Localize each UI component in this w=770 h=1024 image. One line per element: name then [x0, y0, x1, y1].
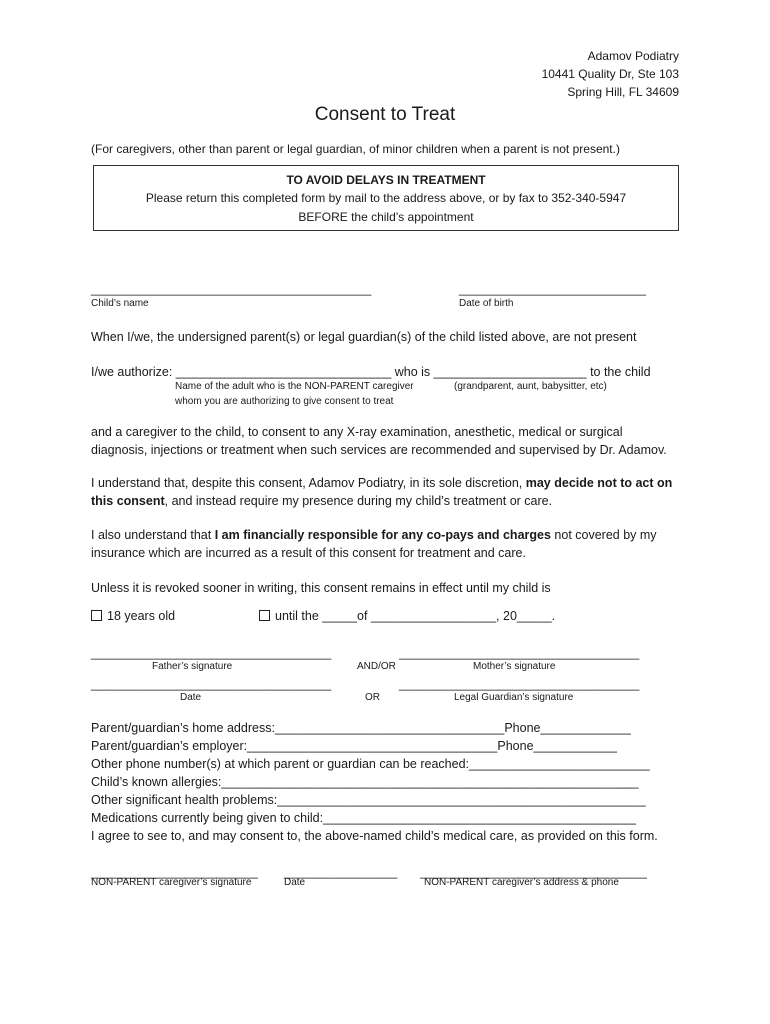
- authorize-name-hint-1: Name of the adult who is the NON-PARENT caregiver: [175, 381, 414, 392]
- date-label: Date: [180, 692, 202, 703]
- authorize-line[interactable]: I/we authorize: _______________________________ who is ______________________ to the child: [91, 365, 651, 379]
- dob-label: Date of birth: [459, 298, 514, 309]
- para-financial-1: I also understand that I am financially responsible for any co-pays and charges not covered by my: [91, 528, 657, 542]
- page-title: Consent to Treat: [314, 104, 456, 125]
- dob-line[interactable]: ____________________________: [459, 282, 646, 296]
- info-health-problems[interactable]: Other significant health problems:_____________________________________________________: [91, 793, 646, 807]
- para-caregiver-1: and a caregiver to the child, to consent to any X-ray examination, anesthetic, medical or surgical: [91, 425, 623, 439]
- guardian-signature-line[interactable]: ____________________________________: [399, 677, 640, 691]
- subtitle: (For caregivers, other than parent or legal guardian, of minor children when a parent is not present.): [91, 142, 620, 156]
- date-line[interactable]: ____________________________________: [91, 677, 332, 691]
- notice-heading: TO AVOID DELAYS IN TREATMENT: [286, 173, 486, 187]
- info-medications[interactable]: Medications currently being given to child:_____________________________________________: [91, 811, 636, 825]
- child-name-label: Child’s name: [91, 298, 149, 309]
- practice-city: Spring Hill, FL 34609: [567, 85, 679, 99]
- mother-signature-label: Mother’s signature: [473, 661, 556, 672]
- para-financial-2: insurance which are incurred as a result of this consent for treatment and care.: [91, 546, 526, 560]
- notice-line-2: BEFORE the child’s appointment: [298, 210, 474, 224]
- caregiver-address-line[interactable]: __________________________________: [420, 865, 647, 879]
- option-18[interactable]: 18 years old: [91, 609, 175, 623]
- para-caregiver-2: diagnosis, injections or treatment when such services are recommended and supervised by Dr. Adamov.: [91, 443, 667, 457]
- practice-name: Adamov Podiatry: [587, 49, 679, 63]
- checkbox-until-date[interactable]: [259, 610, 270, 621]
- caregiver-date-line[interactable]: _________________: [284, 865, 398, 879]
- authorize-relation-hint: (grandparent, aunt, babysitter, etc): [454, 381, 607, 392]
- notice-line-1: Please return this completed form by mail to the address above, or by fax to 352-340-5947: [145, 191, 627, 205]
- father-signature-line[interactable]: ____________________________________: [91, 646, 332, 660]
- andor-label: AND/OR: [357, 661, 396, 672]
- info-employer[interactable]: Parent/guardian’s employer:____________________________________Phone____________: [91, 739, 617, 753]
- para-understand-1: I understand that, despite this consent, Adamov Podiatry, in its sole discretion, may decide not to act on: [91, 476, 673, 490]
- guardian-signature-label: Legal Guardian’s signature: [454, 692, 574, 703]
- authorize-name-hint-2: whom you are authorizing to give consent to treat: [175, 396, 394, 407]
- info-home-address[interactable]: Parent/guardian’s home address:_________________________________Phone_____________: [91, 721, 631, 735]
- info-other-phone[interactable]: Other phone number(s) at which parent or guardian can be reached:__________________________: [91, 757, 650, 771]
- option-date[interactable]: until the _____of __________________, 20_____.: [259, 609, 555, 623]
- checkbox-18-years[interactable]: [91, 610, 102, 621]
- notice-box: [93, 165, 679, 231]
- mother-signature-line[interactable]: ____________________________________: [399, 646, 640, 660]
- para-understand-2: this consent, and instead require my presence during my child’s treatment or care.: [91, 494, 553, 508]
- father-signature-label: Father’s signature: [152, 661, 233, 672]
- caregiver-signature-label: NON-PARENT caregiver’s signature: [91, 877, 252, 888]
- caregiver-address-label: NON-PARENT caregiver’s address & phone: [424, 877, 619, 888]
- caregiver-signature-line[interactable]: _________________________: [91, 865, 258, 879]
- info-agreement: I agree to see to, and may consent to, the above-named child’s medical care, as provided on this form.: [91, 829, 658, 843]
- practice-street: 10441 Quality Dr, Ste 103: [541, 67, 679, 81]
- para-present: When I/we, the undersigned parent(s) or legal guardian(s) of the child listed above, are not present: [91, 330, 637, 344]
- or-label: OR: [365, 692, 380, 703]
- caregiver-date-label: Date: [284, 877, 306, 888]
- para-revoke: Unless it is revoked sooner in writing, this consent remains in effect until my child is: [91, 581, 551, 595]
- child-name-line[interactable]: __________________________________________: [91, 282, 372, 296]
- info-allergies[interactable]: Child’s known allergies:____________________________________________________________: [91, 775, 639, 789]
